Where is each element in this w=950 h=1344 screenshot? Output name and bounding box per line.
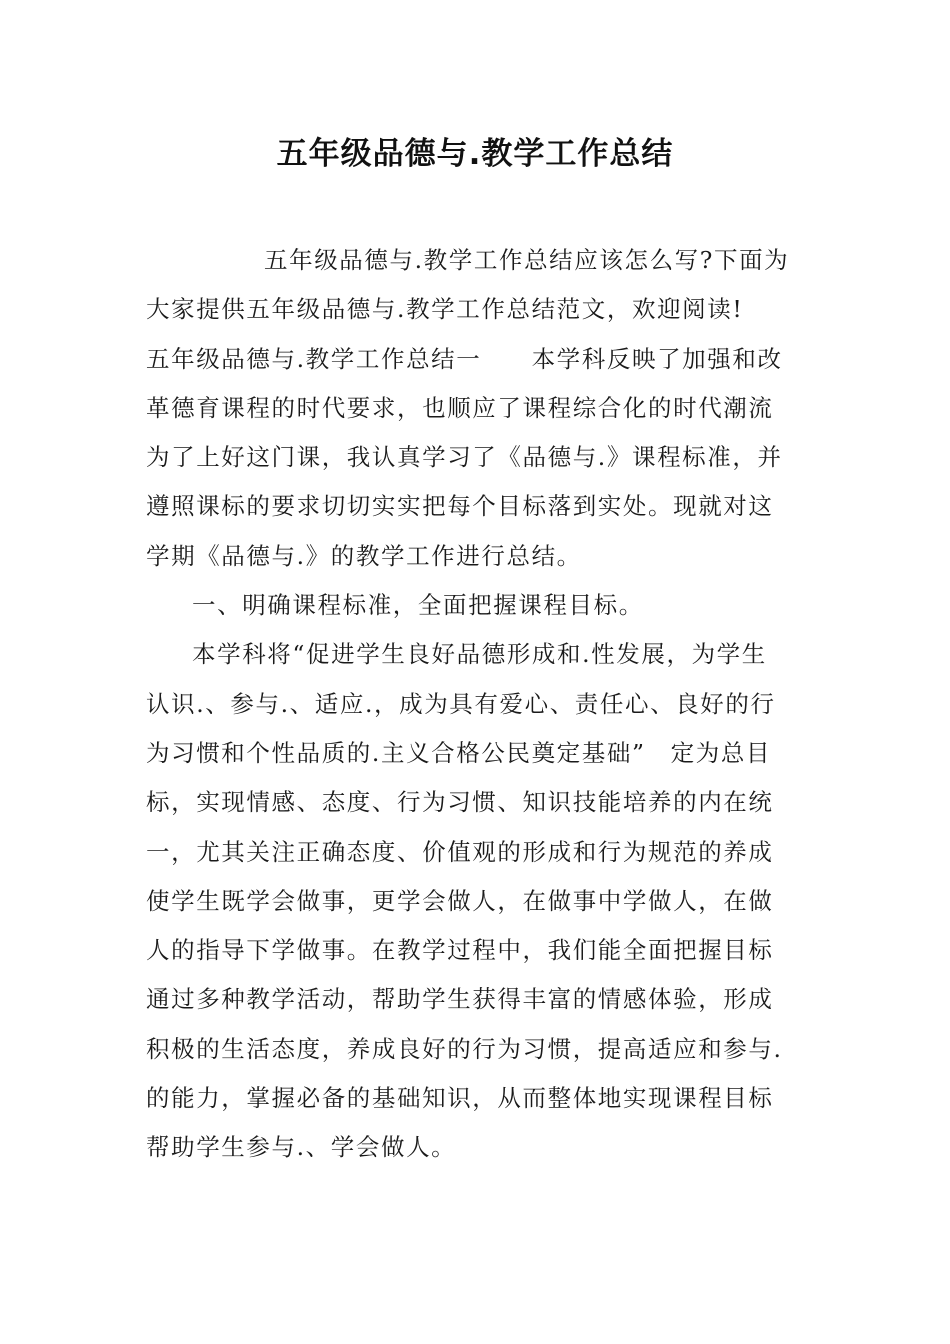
- paragraph-line: 帮助学生参与.、学会做人。: [146, 1133, 457, 1162]
- document-title: 五年级品德与.教学工作总结: [276, 136, 674, 172]
- paragraph-line: 大家提供五年级品德与.教学工作总结范文，欢迎阅读!: [146, 295, 744, 324]
- paragraph-line: 一，尤其关注正确态度、价值观的形成和行为规范的养成: [146, 837, 774, 866]
- document-body: [146, 236, 806, 1173]
- paragraph-line: 五年级品德与.教学工作总结应该怎么写?下面为: [264, 246, 790, 274]
- paragraph-line: 本学科将“促进学生良好品德形成和.性发展，为学生: [192, 640, 767, 669]
- section-heading: 一、明确课程标准，全面把握课程目标。: [192, 591, 644, 620]
- paragraph-line: 为习惯和个性品质的.主义合格公民奠定基础” 定为总目: [146, 738, 772, 767]
- paragraph-line: 通过多种教学活动，帮助学生获得丰富的情感体验，形成: [146, 985, 774, 1014]
- paragraph-line: 积极的生活态度，养成良好的行为习惯，提高适应和参与.: [146, 1034, 783, 1063]
- paragraph-line: 为了上好这门课，我认真学习了《品德与.》课程标准，并: [146, 443, 783, 472]
- paragraph-line: 五年级品德与.教学工作总结一 本学科反映了加强和改: [146, 344, 783, 373]
- paragraph-line: 认识.、参与.、适应.，成为具有爱心、责任心、良好的行: [146, 689, 776, 718]
- paragraph-line: 革德育课程的时代要求，也顺应了课程综合化的时代潮流: [146, 393, 774, 422]
- paragraph-line: 人的指导下学做事。在教学过程中，我们能全面把握目标: [146, 936, 774, 965]
- paragraph-line: 的能力，掌握必备的基础知识，从而整体地实现课程目标: [146, 1084, 774, 1113]
- paragraph-line: 标，实现情感、态度、行为习惯、知识技能培养的内在统: [146, 788, 774, 817]
- paragraph-line: 学期《品德与.》的教学工作进行总结。: [146, 541, 582, 570]
- paragraph-line: 遵照课标的要求切切实实把每个目标落到实处。现就对这: [146, 492, 774, 521]
- paragraph-line: 使学生既学会做事，更学会做人，在做事中学做人，在做: [146, 886, 774, 915]
